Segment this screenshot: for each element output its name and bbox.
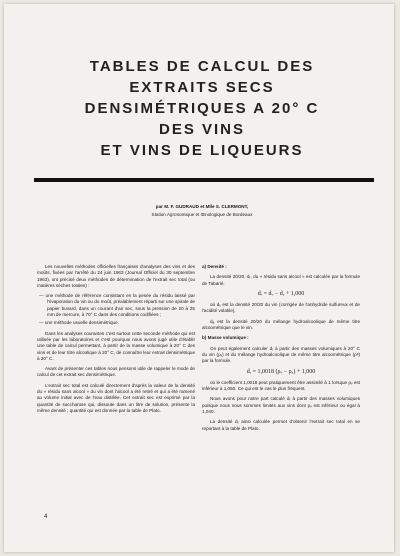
author-affiliation: Station Agronomique et Œnologique de Bordeaux	[151, 212, 253, 217]
equation: dᵣ = dᵥ − dₐ + 1,000	[257, 290, 305, 297]
paragraph: La densité dᵣ ainsi calculée permet d'obtenir l'extrait sec total en se reportant à la table de Plato.	[202, 419, 360, 431]
document-page	[4, 4, 394, 552]
title-line: ET VINS DE LIQUEURS	[100, 142, 304, 159]
title-line: DES VINS	[158, 121, 246, 138]
paragraph: dₐ est la densité 20/20 du mélange hydroalcoolique de même titre alcoométrique que le vin.	[202, 318, 360, 331]
paragraph: Dans les analyses courantes c'est surtout cette seconde méthode qui est utilisée par les laboratoires et c'est pourquoi nous avons jugé utile d'établir une table de calcul permettant, à partir de la masse volumique à 20° C des vins et de leur titre alcoolique à 20° C, de connaître leur extrait densimétrique à 20° C.	[37, 330, 195, 361]
paragraph: La densité 20/20, dᵣ, du « résidu sans alcool » est calculée par la formule de Tabarié.	[202, 274, 360, 286]
paragraph: Les nouvelles méthodes officielles françaises d'analyses des vins et des moûts, fixées par l'arrêté du 24 juin 1963 (Journal Officiel du 30 septembre 1963), ont précisé deux méthodes de détermination de l'extrait sec total (ou matières sèches totales) :	[37, 264, 195, 288]
list-item: — une méthode usuelle densimétrique.	[39, 320, 119, 326]
author-names: par M. F. GUDRAUD et Mlle S. CLERMONT,	[155, 204, 249, 209]
title-line: DENSIMÉTRIQUES A 20° C	[84, 100, 320, 117]
title-rule	[34, 178, 374, 182]
list-item: — une méthode de référence consistant en la pesée du résidu laissé par l'évaporation du vin ou du moût, préalablement réparti sur une spirale de papier buvard, dans un courant d'air sec, sous la pression de 20 à 25 mm de mercure, à 70° C dans des conditions codifiées ;	[39, 293, 195, 318]
right-column	[202, 264, 360, 436]
title-line: TABLES DE CALCUL DES	[89, 58, 315, 75]
article-title	[34, 56, 370, 161]
paragraph: Nous avons pour notre part calculé dᵣ à partir des masses volumiques puisque nous nous sommes limités aux vins dont ρᵥ est inférieur ou égal à 1,040.	[202, 396, 360, 415]
left-column	[37, 264, 195, 418]
section-heading-mass: b) Masse volumique :	[202, 335, 249, 341]
page-number: 4	[44, 514, 48, 520]
paragraph: On peut également calculer dᵣ à partir des masses volumiques à 20° C du vin (ρᵥ) et du mélange hydroalcoolique de même titre alcoométrique (ρᵃ) par la formule.	[202, 345, 360, 364]
paragraph: Avant de présenter ces tables nous pensons utile de rappeler le mode de calcul de cet extrait sec densimétrique.	[37, 366, 195, 378]
authors-block	[34, 203, 370, 219]
equation: dᵣ = 1,0018 (ρᵥ − ρₐ) + 1,000	[246, 368, 316, 375]
section-heading-density: a) Densité :	[202, 264, 227, 269]
paragraph: L'extrait sec total est calculé directement d'après la valeur de la densité du « résidu sans alcool » du vin dont l'alcool a été retiré et qui a été ramené au volume initial avec de l'eau distillée. Cet extrait sec est exprimé par la quantité de saccharose qui, dissoute dans un litre de solution, présente la même densité ; quantité qui est donnée par la table de Plato.	[37, 382, 195, 413]
paragraph: où dᵥ est la densité 20/20 du vin (corrigée de l'anhydride sulfureux et de l'acidité volatile),	[202, 302, 360, 314]
paragraph: où le coefficient 1,0018 peut pratiquement être assimilé à 1 lorsque ρᵥ est inférieur à 1,050. Ce qui est le cas le plus fréquent.	[202, 379, 360, 392]
title-line: EXTRAITS SECS	[129, 79, 275, 96]
method-list	[37, 293, 195, 326]
